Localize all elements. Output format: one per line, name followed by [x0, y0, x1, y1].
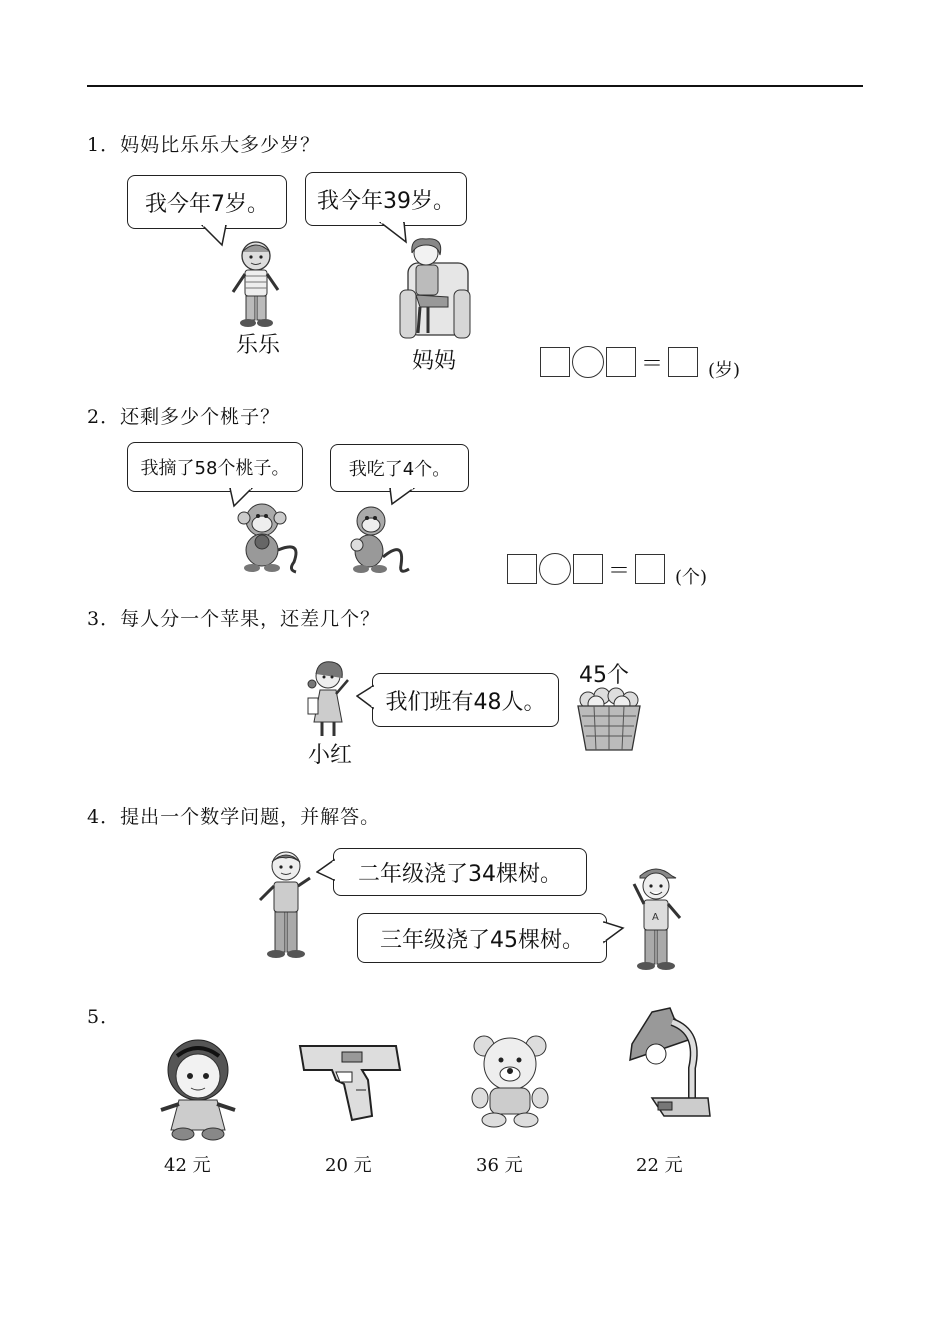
speech-bubble-boy: 我今年7岁。 — [127, 175, 287, 229]
speech-bubble-grade3: 三年级浇了45棵树。 — [357, 913, 607, 963]
top-rule — [87, 85, 863, 87]
speech-bubble-monkey-2: 我吃了4个。 — [330, 444, 469, 492]
answer-box[interactable] — [635, 554, 665, 584]
answer-box[interactable] — [540, 347, 570, 377]
operator-circle[interactable] — [572, 346, 604, 378]
monkey-eating-illustration — [232, 500, 308, 574]
price-toy-gun: 20 元 — [325, 1155, 372, 1176]
price-desk-lamp: 22 元 — [636, 1155, 683, 1176]
question-3-text: 3．每人分一个苹果，还差几个？ — [87, 608, 381, 630]
mom-in-armchair-illustration — [398, 235, 474, 345]
doll-icon — [155, 1034, 241, 1142]
bubble-tail — [603, 920, 625, 946]
unit-label: (个) — [675, 567, 708, 588]
speech-bubble-monkey-1: 我摘了58个桃子。 — [127, 442, 303, 492]
apple-basket-illustration — [574, 686, 644, 752]
boy-illustration — [228, 238, 284, 330]
teddy-bear-icon — [470, 1032, 550, 1128]
answer-box[interactable] — [507, 554, 537, 584]
speech-bubble-grade2: 二年级浇了34棵树。 — [333, 848, 587, 896]
label-mama: 妈妈 — [412, 349, 457, 374]
answer-box[interactable] — [668, 347, 698, 377]
question-4-text: 4．提出一个数学问题，并解答。 — [87, 806, 381, 828]
bubble-tail — [356, 684, 374, 714]
price-teddy-bear: 36 元 — [476, 1155, 523, 1176]
monkey-holding-peach-illustration — [343, 503, 413, 575]
question-5-text: 5． — [87, 1006, 121, 1028]
toy-gun-icon — [296, 1040, 406, 1124]
speech-bubble-mom: 我今年39岁。 — [305, 172, 467, 226]
basket-count-label: 45个 — [579, 663, 629, 688]
svg-text:A: A — [652, 912, 659, 923]
girl-xiaohong-illustration — [304, 660, 356, 740]
boy-grade3-illustration — [626, 862, 686, 974]
equals-sign: ＝ — [641, 351, 664, 377]
boy-grade2-illustration — [256, 848, 316, 960]
desk-lamp-icon — [622, 1004, 714, 1122]
unit-label: (岁) — [708, 360, 741, 381]
equals-sign: ＝ — [608, 558, 631, 584]
price-doll: 42 元 — [164, 1155, 211, 1176]
label-xiaohong: 小红 — [308, 743, 353, 768]
answer-box[interactable] — [606, 347, 636, 377]
speech-bubble-xiaohong: 我们班有48人。 — [372, 673, 559, 727]
bubble-tail — [316, 858, 335, 884]
question-2-text: 2．还剩多少个桃子？ — [87, 406, 281, 428]
equation-q2 — [507, 549, 707, 589]
operator-circle[interactable] — [539, 553, 571, 585]
equation-q1 — [540, 342, 740, 382]
question-1-text: 1．妈妈比乐乐大多少岁？ — [87, 134, 321, 156]
label-lele: 乐乐 — [236, 333, 281, 358]
answer-box[interactable] — [573, 554, 603, 584]
